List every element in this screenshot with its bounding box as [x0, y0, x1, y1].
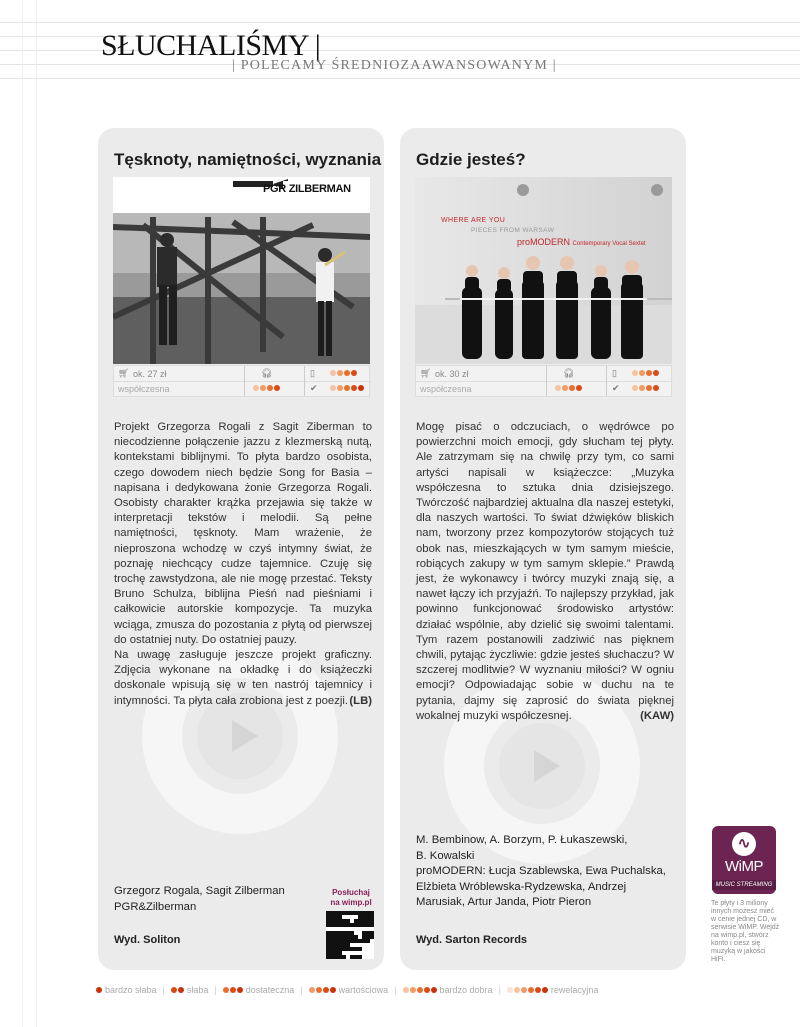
divider	[546, 366, 547, 396]
cover-logo-text: PGR ZILBERMAN	[263, 183, 351, 195]
rating-bar	[113, 365, 370, 397]
ruled-margin-line	[36, 0, 37, 1027]
wimp-logo-text: WiMP	[725, 858, 763, 875]
review-title: Tęsknoty, namiętności, wyznania	[114, 150, 382, 169]
legend-dot	[410, 987, 416, 993]
legend-separator: |	[498, 985, 501, 995]
review-card-1	[98, 128, 384, 970]
legend-label: bardzo słaba	[105, 985, 157, 995]
legend-label: bardzo dobra	[439, 985, 493, 995]
legend-dot	[542, 987, 548, 993]
play-watermark-icon	[232, 720, 258, 752]
legend-dots	[309, 987, 336, 993]
cover-brand-name: proMODERN	[517, 237, 571, 247]
legend-dot	[431, 987, 437, 993]
legend-dots	[403, 987, 437, 993]
qr-caption: Posłuchaj	[332, 888, 370, 897]
legend-label: słaba	[186, 985, 209, 995]
qr-block[interactable]	[326, 888, 376, 959]
record-label: Wyd. Soliton	[114, 934, 181, 946]
check-icon: ✔	[310, 383, 318, 393]
price: ok. 27 zł	[133, 369, 167, 379]
album-credits	[416, 833, 666, 911]
credit-line: Grzegorz Rogala, Sagit Zilberman	[114, 885, 285, 897]
review-signature: (KAW)	[640, 710, 674, 723]
section-subtitle: | POLECAMY ŚREDNIOZAAWANSOWANYM |	[232, 58, 557, 73]
qr-caption: na wimp.pl	[330, 898, 372, 907]
legend-label: wartościowa	[338, 985, 389, 995]
credit-line: proMODERN: Łucja Szablewska, Ewa Puchalska,	[416, 865, 666, 877]
review-title: Gdzie jesteś?	[416, 150, 526, 169]
review-body	[114, 420, 372, 709]
legend-dot	[417, 987, 423, 993]
review-body	[416, 420, 674, 724]
overall-rating-dots	[632, 385, 659, 391]
wimp-logo-icon: ∿	[732, 832, 756, 856]
legend-item	[403, 985, 493, 995]
legend-dots	[171, 987, 184, 993]
review-paragraph: Mogę pisać o odczuciach, o wędrówce po powierzchni moich emocji, gdy słucham tej płyty. Ale zatrzymam się na chwilę przy tym, co sami artyści napisali w książeczce: „Muzyka współczesna to sztuka dnia dzisiejszego. Twórczość najbardziej aktualna dla naszej estetyki, dla naszych wartości. To świat dźwięków bliskich nam, tworzony przez kompozytorów stojących tuż obok nas, mieszkających w tym samym mieście, robiących zakupy w tym samym sklepie.” Prawdą jest, że wykonawcy i twórcy muzyki znają się, a nawet łączy ich przyjaźń. To najlepszy przykład, jak powinno funkcjonować środowisko artystów: działać wspólnie, aby dzielić się swoimi talentami. Tym razem postanowili zadziwić nas pięknem chwili, pytając życzliwie: gdzie jesteś słuchaczu? W szczerej modlitwie? W wyznaniu miłości? W ogniu emocji? Odpowiadając sobie w duchu na te pytania, dajmy się zaprosić do świata pięknej wokalnej muzyki współczesnej.	[416, 421, 674, 722]
sound-rating-dots	[253, 385, 280, 391]
credit-line: B. Kowalski	[416, 849, 475, 862]
legend-dots	[96, 987, 102, 993]
album-credits	[114, 884, 285, 915]
ruled-line	[0, 22, 800, 23]
legend-dot	[316, 987, 322, 993]
credit-line: Elżbieta Wróblewska-Rydzewska, Andrzej	[416, 880, 627, 893]
album-cover	[113, 177, 370, 364]
album-cover	[415, 177, 672, 364]
wimp-badge[interactable]	[712, 826, 776, 894]
legend-dot	[330, 987, 336, 993]
legend-dot	[171, 987, 177, 993]
booklet-rating-dots	[632, 370, 659, 376]
booklet-rating-dots	[330, 370, 357, 376]
legend-label: rewelacyjna	[550, 985, 599, 995]
legend-dots	[507, 987, 548, 993]
legend-dot	[323, 987, 329, 993]
cover-text: PIECES FROM WARSAW	[471, 227, 555, 234]
headphones-icon: 🎧︎	[261, 368, 273, 378]
legend-item	[309, 985, 389, 995]
check-icon: ✔	[612, 383, 620, 393]
wimp-note: Te płyty i 3 miliony innych możesz mieć w cenie jednej CD, w serwisie WiMP. Wejdź na wimp.pl, stwórz konto i ciesz się muzyką w jakości HiFi.	[711, 900, 780, 963]
credit-line: Marusiak, Artur Janda, Piotr Pieron	[416, 896, 592, 908]
cart-icon: 🛒︎	[420, 368, 432, 378]
legend-separator: |	[214, 985, 217, 995]
legend-dot	[424, 987, 430, 993]
sound-rating-dots	[555, 385, 582, 391]
legend-dot	[230, 987, 236, 993]
legend-dot	[403, 987, 409, 993]
review-signature: (LB)	[349, 694, 372, 707]
cover-brand-sub: Contemporary Vocal Sextet	[572, 241, 646, 247]
ruled-margin-line	[22, 0, 23, 1027]
genre: współczesna	[118, 384, 170, 394]
ruled-line	[0, 78, 800, 79]
qr-module	[370, 955, 374, 959]
legend-separator: |	[162, 985, 165, 995]
divider	[606, 366, 607, 396]
legend-dot	[237, 987, 243, 993]
legend-item	[96, 985, 157, 995]
credit-line: M. Bembinow, A. Borzym, P. Łukaszewski,	[416, 834, 628, 846]
divider	[304, 366, 305, 396]
legend-dot	[535, 987, 541, 993]
play-watermark-icon	[534, 750, 560, 782]
cover-text: WHERE ARE YOU	[441, 217, 506, 224]
legend-dot	[178, 987, 184, 993]
cover-brand	[517, 237, 646, 247]
wimp-tagline: MUSIC STREAMING	[712, 880, 776, 890]
legend-dot	[223, 987, 229, 993]
legend-dot	[507, 987, 513, 993]
legend-dot	[514, 987, 520, 993]
document-icon: ▯	[310, 368, 315, 378]
record-label: Wyd. Sarton Records	[416, 934, 528, 946]
divider	[244, 366, 245, 396]
legend-dot	[521, 987, 527, 993]
legend-dots	[223, 987, 243, 993]
document-icon: ▯	[612, 368, 617, 378]
legend-item	[171, 985, 209, 995]
review-paragraph: Na uwagę zasługuje jeszcze projekt graficzny. Zdjęcia wykonane na okładkę i do książeczki doskonale wpisują się w ten nastrój tajemnicy i intymności. Ta płyta cała zrobiona jest z poezji.	[114, 649, 372, 707]
divider	[416, 381, 673, 382]
section-title: SŁUCHALIŚMY |	[101, 29, 321, 62]
legend-separator: |	[300, 985, 303, 995]
legend-dot	[96, 987, 102, 993]
legend-separator: |	[394, 985, 397, 995]
headphones-icon: 🎧︎	[563, 368, 575, 378]
legend-dot	[309, 987, 315, 993]
overall-rating-dots	[330, 385, 364, 391]
price: ok. 30 zł	[435, 369, 469, 379]
qr-code[interactable]	[326, 911, 374, 959]
genre: współczesna	[420, 384, 472, 394]
credit-line: PGR&Zilberman	[114, 900, 197, 913]
review-paragraph: Projekt Grzegorza Rogali z Sagit Ziberman to niecodzienne połączenie jazzu z klezmerską nutą, kontekstami biblijnymi. To płyta bardzo osobista, czego dowodem niech będzie Song for Basia – napisana i dedykowana żonie Grzegorza Rogali. Osobisty charakter krążka przejawia się także w interpretacji tekstów i melodii. Są pełne namiętności, tęsknoty. Mam wrażenie, że nieproszona wchodzę w czyś intymny świat, że poznaję niechcący cudze tajemnice. Czuję się trochę zawstydzona, ale nie mogę przestać. Teksty Bruno Schulza, biblijna Pieśń nad pieśniami i całkowicie autorskie kompozycje. Ta muzyka wciąga, zmusza do pozostania z płytą od pierwszej do ostatniej nuty. Do ostatniej pauzy.	[114, 421, 372, 646]
rating-bar	[415, 365, 672, 397]
cart-icon: 🛒︎	[118, 368, 130, 378]
legend-item	[223, 985, 295, 995]
rating-legend	[96, 985, 598, 995]
legend-label: dostateczna	[245, 985, 295, 995]
legend-item	[507, 985, 599, 995]
legend-dot	[528, 987, 534, 993]
divider	[114, 381, 371, 382]
review-card-2	[400, 128, 686, 970]
